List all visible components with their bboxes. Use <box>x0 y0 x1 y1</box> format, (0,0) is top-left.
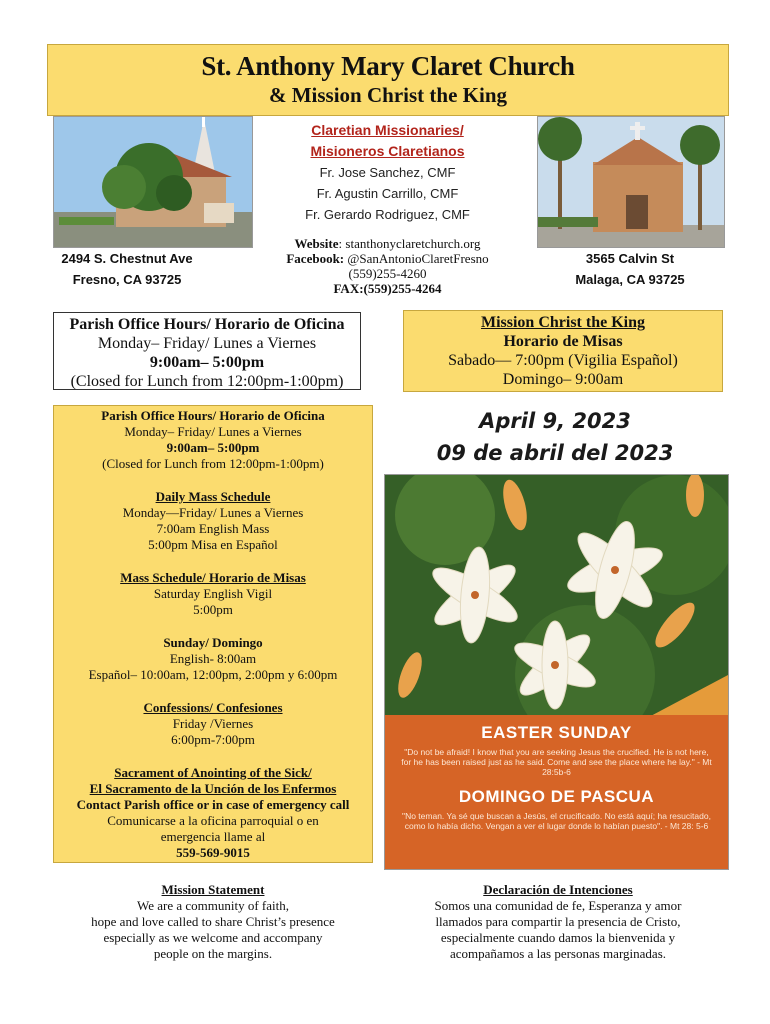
office-hours-lunch: (Closed for Lunch from 12:00pm-1:00pm) <box>70 373 344 390</box>
easter-quote-es: "No teman. Ya sé que buscan a Jesús, el crucificado. No está aquí; ha resucitado, como lo había dicho. Vengan a ver el lugar donde lo habían puesto". - Mt 28: 5-6 <box>402 811 711 831</box>
church-title: St. Anthony Mary Claret Church <box>201 51 575 81</box>
bulletin-date <box>400 405 710 469</box>
declaracion-line: llamados para compartir la presencia de Cristo, <box>435 914 681 929</box>
mission-statement <box>53 882 373 962</box>
facebook-label: Facebook: <box>286 251 345 266</box>
mission-subtitle: & Mission Christ the King <box>268 83 507 107</box>
date-english: April 9, 2023 <box>479 409 631 433</box>
address-city: Fresno, CA 93725 <box>72 272 182 287</box>
anointing-title-en: Sacrament of Anointing of the Sick/ <box>114 765 312 780</box>
address-city: Malaga, CA 93725 <box>575 272 685 287</box>
anointing-contact-es: Comunicarse a la oficina parroquial o en <box>107 813 319 828</box>
office-hours-days: Monday– Friday/ Lunes a Viernes <box>97 335 317 352</box>
daily-mass-title: Daily Mass Schedule <box>155 489 271 504</box>
anointing-contact-en: Contact Parish office or in case of emergency call <box>76 797 350 812</box>
website-line <box>255 236 520 251</box>
address-fresno <box>53 248 201 290</box>
anointing-contact-es: emergencia llame al <box>160 829 266 844</box>
date-spanish: 09 de abril del 2023 <box>436 441 674 465</box>
declaracion-line: acompañamos a las personas marginadas. <box>450 946 666 961</box>
confessions-time: 6:00pm-7:00pm <box>171 732 255 747</box>
mission-mass-box <box>403 310 723 392</box>
vigil-time: 5:00pm <box>193 602 233 617</box>
contact-info <box>255 236 520 296</box>
website-label: Website <box>294 236 339 251</box>
facebook-handle[interactable]: @SanAntonioClaretFresno <box>344 251 489 266</box>
declaracion-line: especialmente cuando damos la bienvenida y <box>440 930 676 945</box>
easter-card <box>384 474 729 870</box>
easter-text-panel <box>385 715 728 869</box>
priest-name: Fr. Jose Sanchez, CMF <box>319 165 456 180</box>
website-url[interactable]: : stanthonyclaretchurch.org <box>338 236 481 251</box>
office-days: Monday– Friday/ Lunes a Viernes <box>124 424 302 439</box>
declaracion-title: Declaración de Intenciones <box>483 882 633 897</box>
clergy-info <box>255 120 520 225</box>
address-malaga <box>555 248 705 290</box>
claretian-heading-es: Misioneros Claretianos <box>310 143 465 159</box>
confessions-title: Confessions/ Confesiones <box>143 700 283 715</box>
mission-sunday: Domingo– 9:00am <box>502 371 624 388</box>
declaracion-intenciones <box>398 882 718 962</box>
daily-mass-english: 7:00am English Mass <box>156 521 270 536</box>
vigil-label: Saturday English Vigil <box>153 586 273 601</box>
office-lunch: (Closed for Lunch from 12:00pm-1:00pm) <box>102 456 324 471</box>
claretian-heading-en: Claretian Missionaries/ <box>311 122 464 138</box>
schedule-column <box>53 405 373 863</box>
mission-box-title: Mission Christ the King <box>480 314 645 331</box>
church-photo-malaga <box>537 116 725 248</box>
priest-name: Fr. Agustin Carrillo, CMF <box>316 186 459 201</box>
mission-statement-line: We are a community of faith, <box>136 898 289 913</box>
easter-title-es: DOMINGO DE PASCUA <box>458 787 655 806</box>
lily-illustration <box>385 475 728 735</box>
office-title: Parish Office Hours/ Horario de Oficina <box>101 408 325 423</box>
priest-name: Fr. Gerardo Rodriguez, CMF <box>305 207 470 222</box>
mission-statement-line: hope and love called to share Christ’s presence <box>91 914 335 929</box>
sunday-english: English- 8:00am <box>169 651 257 666</box>
office-time: 9:00am– 5:00pm <box>166 440 260 455</box>
church-header <box>47 44 729 116</box>
office-hours-time: 9:00am– 5:00pm <box>149 354 265 371</box>
sunday-spanish: Español– 10:00am, 12:00pm, 2:00pm y 6:00pm <box>88 667 338 682</box>
address-street: 3565 Calvin St <box>585 251 675 266</box>
office-hours-box <box>53 312 361 390</box>
mission-statement-title: Mission Statement <box>161 882 265 897</box>
declaracion-line: Somos una comunidad de fe, Esperanza y amor <box>434 898 682 913</box>
confessions-days: Friday /Viernes <box>172 716 254 731</box>
mission-statement-line: people on the margins. <box>153 946 273 961</box>
phone-number: (559)255-4260 <box>348 266 427 281</box>
mass-schedule-title: Mass Schedule/ Horario de Misas <box>120 570 306 585</box>
emergency-phone: 559-569-9015 <box>176 845 250 860</box>
address-street: 2494 S. Chestnut Ave <box>61 251 193 266</box>
sunday-title: Sunday/ Domingo <box>163 635 263 650</box>
mission-box-subtitle: Horario de Misas <box>503 333 623 350</box>
office-hours-title: Parish Office Hours/ Horario de Oficina <box>69 316 345 333</box>
fax-number: FAX:(559)255-4264 <box>333 281 442 296</box>
daily-mass-spanish: 5:00pm Misa en Español <box>148 537 278 552</box>
anointing-title-es: El Sacramento de la Unción de los Enfermos <box>89 781 337 796</box>
church-photo-fresno <box>53 116 253 248</box>
facebook-line <box>255 251 520 266</box>
easter-quote-en: "Do not be afraid! I know that you are seeking Jesus the crucified. He is not here, for he has been raised just as he said. Come and see the place where he lay." - Mt 28:5b-6 <box>401 747 712 777</box>
easter-title-en: EASTER SUNDAY <box>481 723 632 742</box>
mission-statement-line: especially as we welcome and accompany <box>103 930 323 945</box>
mission-saturday: Sabado— 7:00pm (Vigilia Español) <box>448 352 678 369</box>
daily-mass-days: Monday—Friday/ Lunes a Viernes <box>122 505 304 520</box>
